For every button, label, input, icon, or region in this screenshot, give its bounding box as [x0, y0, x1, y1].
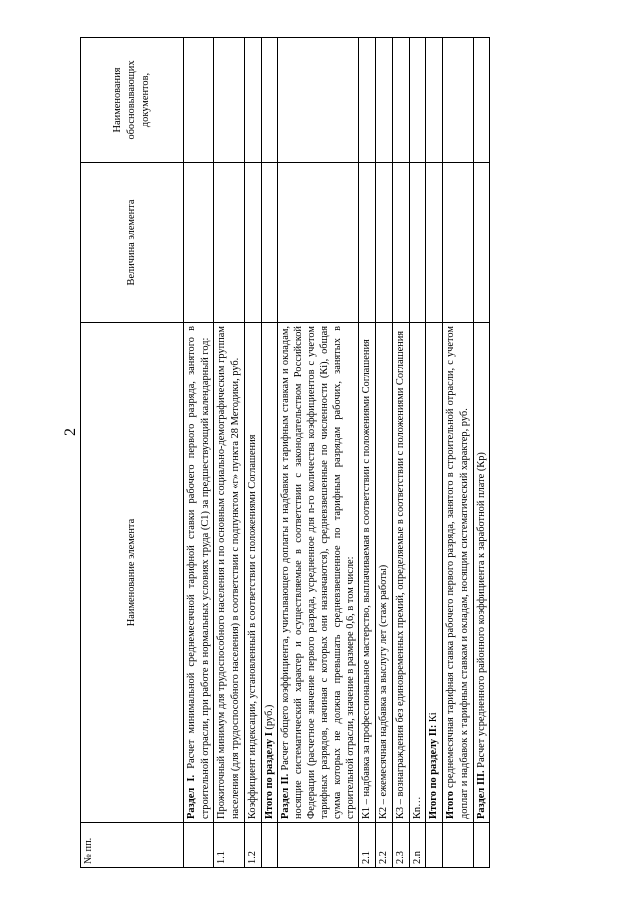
row-value: [278, 163, 359, 323]
row-docs: [214, 38, 244, 163]
row-num: [184, 823, 214, 868]
row-name: [184, 323, 214, 823]
table-row: [426, 38, 443, 868]
row-value: [392, 163, 409, 323]
row-bold: Итого: [445, 791, 457, 819]
row-text: (руб.): [263, 704, 275, 733]
row-bold: Итого по разделу II:: [428, 724, 440, 819]
row-value: [473, 163, 490, 323]
row-docs: [426, 38, 443, 163]
row-name: [359, 323, 376, 823]
row-bold: Раздел II.: [280, 773, 292, 819]
row-text: Расчет минимальной среднемесячной тарифной ставки рабочего первого разряда, занятого в строительной отрасли, при работе в нормальных условиях труда (С1) за предшествующий календарный год:: [186, 325, 211, 819]
row-name: [278, 323, 359, 823]
row-num: 2.2: [376, 823, 393, 868]
table-header-row: [81, 38, 184, 868]
row-bold: Раздел III.: [475, 770, 487, 819]
row-docs: [392, 38, 409, 163]
row-docs: [443, 38, 473, 163]
row-docs: [409, 38, 426, 163]
row-docs: [376, 38, 393, 163]
table-row: [376, 38, 393, 868]
row-text: Кn…: [411, 796, 423, 819]
row-num: 2.3: [392, 823, 409, 868]
row-docs: [278, 38, 359, 163]
row-text: К3 – вознаграждения без единовременных премий, определяемые в соответствии с положениями Соглашения: [394, 330, 406, 819]
row-text: К2 – ежемесячная надбавка за выслугу лет (стаж работы): [378, 564, 390, 819]
row-text: Коэффициент индексации, установленный в соответствии с положениями Соглашения: [246, 434, 258, 819]
landscape-table-wrapper: [80, 38, 615, 868]
calculation-table: [80, 37, 490, 868]
row-text: Расчет общего коэффициента, учитывающего доплаты и надбавки к тарифным ставкам и окладам, носящие систематический характер и осуществляемые в соответствии с законодательством Российской Федерации (расчетное значение первого разряда, усредненное для n-го количества коэффициентов с учетом тарифных разрядов, начиная с которых они назначаются), средневзвешенные по численности (Кi), общая сумма которых не должна превышать средневзвешенное по тарифным разрядам рабочих, занятых в строительной отрасли, значение в размере 0,6, в том числе:: [280, 326, 357, 819]
row-num: [473, 823, 490, 868]
header-docs: Наименования обосновывающих документов,: [81, 38, 184, 163]
row-bold: Итого по разделу I: [263, 732, 275, 819]
row-value: [359, 163, 376, 323]
row-name: [426, 323, 443, 823]
row-value: [426, 163, 443, 323]
row-docs: [473, 38, 490, 163]
row-name: [443, 323, 473, 823]
row-value: [376, 163, 393, 323]
row-name: [473, 323, 490, 823]
header-name: Наименование элемента: [81, 323, 184, 823]
row-docs: [244, 38, 261, 163]
table-row: [244, 38, 261, 868]
row-name: [261, 323, 278, 823]
row-text: Кi: [428, 712, 440, 725]
page-number: 2: [62, 428, 79, 436]
row-value: [184, 163, 214, 323]
row-text: К1 – надбавка за профессиональное мастерство, выплачиваемая в соответствии с положениями Соглашения: [361, 339, 373, 819]
row-docs: [359, 38, 376, 163]
row-name: [214, 323, 244, 823]
row-num: [261, 823, 278, 868]
row-text: Расчет усредненного районного коэффициента к заработной плате (Кр): [475, 452, 487, 771]
row-bold: Раздел I.: [186, 774, 197, 819]
row-text: Прожиточный минимум для трудоспособного населения и по основным социально-демографическим группам населения (для трудоспособного населения) в соответствии с подпунктом «г» пункта 28 Методики, руб.: [216, 326, 242, 819]
row-num: 2.n: [409, 823, 426, 868]
header-num: № пп.: [81, 823, 184, 868]
row-value: [244, 163, 261, 323]
row-value: [409, 163, 426, 323]
table-row: [184, 38, 214, 868]
row-name: [392, 323, 409, 823]
table-row: [443, 38, 473, 868]
row-docs: [184, 38, 214, 163]
table-row: [392, 38, 409, 868]
row-name: [376, 323, 393, 823]
table-body: [184, 38, 490, 868]
row-value: [443, 163, 473, 323]
row-value: [214, 163, 244, 323]
row-text: среднемесячная тарифная ставка рабочего первого разряда, занятого в строительной отрасли, с учетом доплат и надбавок к тарифным ставкам и окладам, носящим систематический характер, руб.: [445, 326, 470, 819]
row-name: [244, 323, 261, 823]
table-row: [359, 38, 376, 868]
row-docs: [261, 38, 278, 163]
row-num: [443, 823, 473, 868]
row-num: [426, 823, 443, 868]
table-row: [278, 38, 359, 868]
header-value: Величина элемента: [81, 163, 184, 323]
row-num: 1.2: [244, 823, 261, 868]
table-row: [261, 38, 278, 868]
table-row: [473, 38, 490, 868]
row-value: [261, 163, 278, 323]
row-num: [278, 823, 359, 868]
row-name: [409, 323, 426, 823]
row-num: 1.1: [214, 823, 244, 868]
row-num: 2.1: [359, 823, 376, 868]
table-row: [214, 38, 244, 868]
table-row: [409, 38, 426, 868]
